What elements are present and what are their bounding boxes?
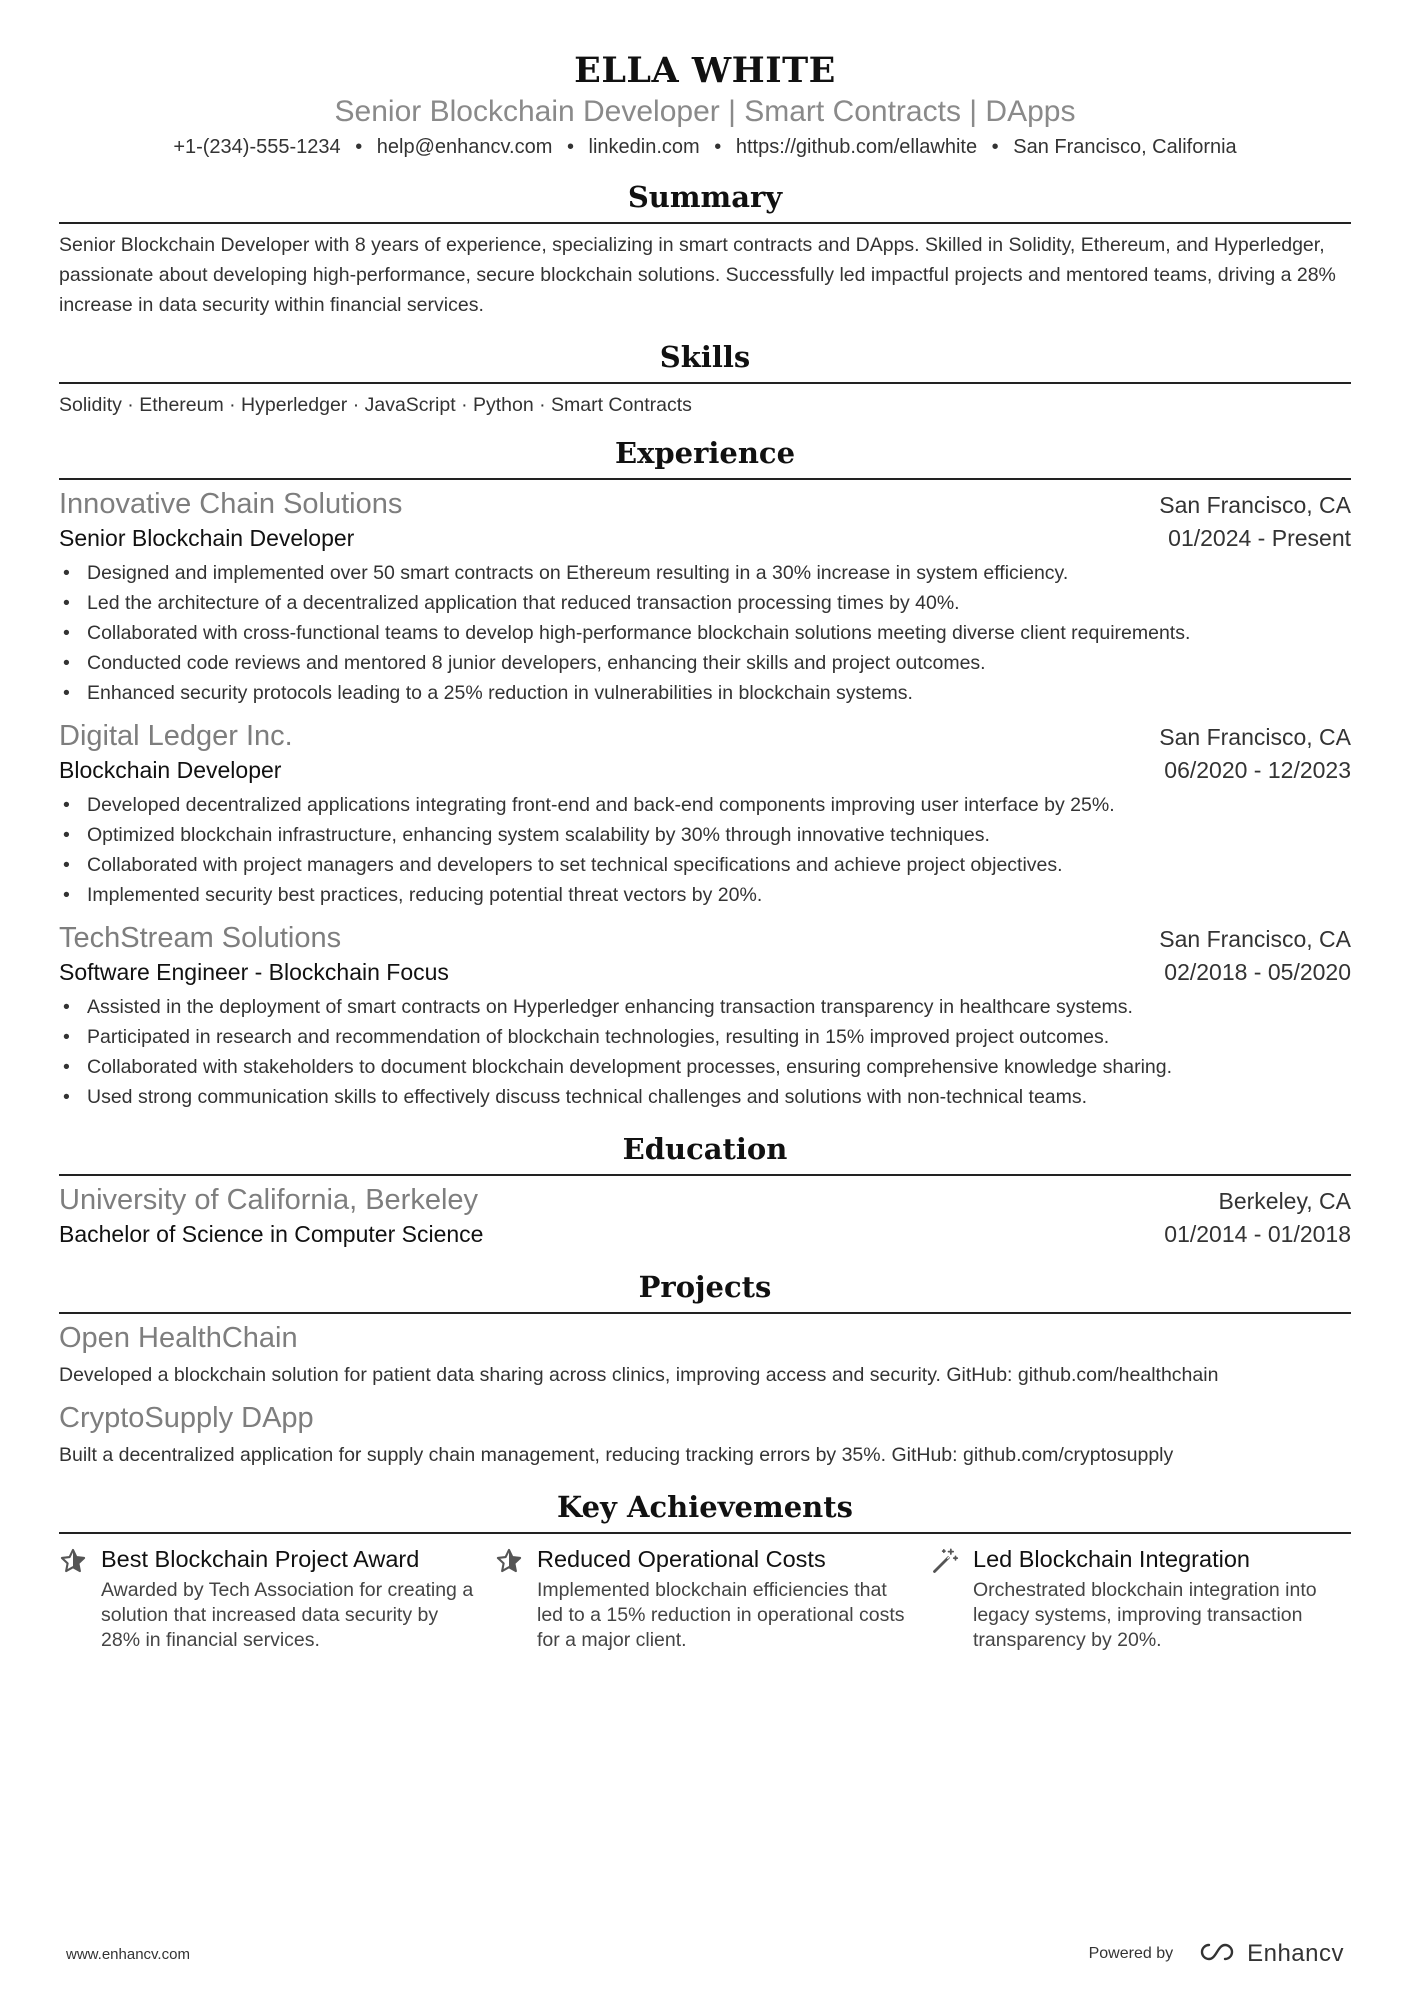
footer-website-link[interactable]: www.enhancv.com	[66, 1945, 190, 1963]
company-name: TechStream Solutions	[59, 922, 342, 954]
experience-entry	[59, 486, 1351, 708]
job-role: Senior Blockchain Developer	[59, 525, 355, 551]
section-divider	[59, 382, 1351, 384]
job-role: Blockchain Developer	[59, 757, 282, 783]
achievement-description: Implemented blockchain efficiencies that led to a 15% reduction in operational costs for a major client.	[537, 1579, 905, 1651]
project-entry	[59, 1400, 1351, 1470]
job-location: San Francisco, CA	[1159, 724, 1351, 750]
section-divider	[59, 1312, 1351, 1314]
project-name: Open HealthChain	[59, 1322, 298, 1354]
achievement-description: Orchestrated blockchain integration into legacy systems, improving transaction transparency by 20%.	[973, 1579, 1317, 1651]
separator: •	[566, 136, 574, 158]
list-item: • Collaborated with stakeholders to document blockchain development processes, ensuring comprehensive knowledge sharing.	[59, 1052, 1351, 1082]
project-entry	[59, 1320, 1351, 1390]
section-title-skills: Skills	[659, 340, 751, 374]
phone: +1-(234)-555-1234	[173, 136, 341, 158]
list-item: • Used strong communication skills to effectively discuss technical challenges and solutions with non-technical teams.	[59, 1082, 1351, 1112]
section-divider	[59, 478, 1351, 480]
experience-entry	[59, 920, 1351, 1112]
resume-header	[59, 0, 1351, 160]
list-item: • Enhanced security protocols leading to a 25% reduction in vulnerabilities in blockchain systems.	[59, 678, 1351, 708]
job-location: San Francisco, CA	[1159, 492, 1351, 518]
candidate-name: ELLA WHITE	[574, 50, 836, 91]
job-dates: 01/2024 - Present	[1168, 525, 1351, 551]
separator: •	[355, 136, 363, 158]
list-item: • Collaborated with cross-functional teams to develop high-performance blockchain solutions meeting diverse client requirements.	[59, 618, 1351, 648]
section-title-achievements: Key Achievements	[557, 1490, 853, 1524]
list-item: • Optimized blockchain infrastructure, enhancing system scalability by 30% through innovative techniques.	[59, 820, 1351, 850]
job-bullets	[59, 790, 1351, 910]
section-title-experience: Experience	[614, 436, 796, 470]
company-name: Innovative Chain Solutions	[59, 488, 403, 520]
achievement-item	[59, 1544, 479, 1653]
section-divider	[59, 1174, 1351, 1176]
list-item: • Designed and implemented over 50 smart contracts on Ethereum resulting in a 30% increase in system efficiency.	[59, 558, 1351, 588]
list-item: • Led the architecture of a decentralized application that reduced transaction processing times by 40%.	[59, 588, 1351, 618]
separator: •	[714, 136, 722, 158]
section-title-summary: Summary	[627, 180, 783, 214]
star-icon	[59, 1544, 101, 1653]
summary-text: Senior Blockchain Developer with 8 years of experience, specializing in smart contracts and DApps. Skilled in Solidity, Ethereum, and Hyperledger, passionate about developing high-performance, secure blockchain solutions. Successfully led impactful projects and mentored teams, driving a 28% increase in data security within financial services.	[59, 234, 1336, 316]
section-title-projects: Projects	[638, 1270, 772, 1304]
powered-by-label: Powered by	[1088, 1945, 1174, 1962]
school-name: University of California, Berkeley	[59, 1184, 479, 1216]
enhancv-logo-icon	[1195, 1941, 1239, 1968]
list-item: • Assisted in the deployment of smart contracts on Hyperledger enhancing transaction transparency in healthcare systems.	[59, 992, 1351, 1022]
page-footer	[66, 1940, 1344, 1968]
list-item: • Conducted code reviews and mentored 8 junior developers, enhancing their skills and project outcomes.	[59, 648, 1351, 678]
job-role: Software Engineer - Blockchain Focus	[59, 959, 449, 985]
section-divider	[59, 1532, 1351, 1534]
experience-entry	[59, 718, 1351, 910]
achievement-title: Led Blockchain Integration	[973, 1546, 1250, 1572]
list-item: • Participated in research and recommendation of blockchain technologies, resulting in 15% improved project outcomes.	[59, 1022, 1351, 1052]
skills-list: Solidity · Ethereum · Hyperledger · JavaScript · Python · Smart Contracts	[59, 394, 692, 416]
achievements-section	[59, 1488, 1351, 1653]
school-location: Berkeley, CA	[1218, 1188, 1351, 1214]
powered-by	[1089, 1940, 1344, 1968]
github-link[interactable]: https://github.com/ellawhite	[735, 136, 978, 158]
job-dates: 02/2018 - 05/2020	[1164, 959, 1351, 985]
list-item: • Collaborated with project managers and developers to set technical specifications and achieve project objectives.	[59, 850, 1351, 880]
degree: Bachelor of Science in Computer Science	[59, 1221, 484, 1247]
skills-section	[59, 338, 1351, 420]
achievement-item	[495, 1544, 915, 1653]
achievement-description: Awarded by Tech Association for creating a solution that increased data security by 28% in financial services.	[101, 1579, 474, 1651]
education-section	[59, 1130, 1351, 1250]
job-bullets	[59, 992, 1351, 1112]
projects-section	[59, 1268, 1351, 1470]
star-icon	[495, 1544, 537, 1653]
job-dates: 06/2020 - 12/2023	[1164, 757, 1351, 783]
job-bullets	[59, 558, 1351, 708]
list-item: • Implemented security best practices, reducing potential threat vectors by 20%.	[59, 880, 1351, 910]
location: San Francisco, California	[1013, 136, 1237, 158]
achievement-title: Best Blockchain Project Award	[101, 1546, 420, 1572]
contact-line	[59, 134, 1351, 160]
separator: •	[991, 136, 999, 158]
magic-wand-icon	[931, 1544, 973, 1653]
company-name: Digital Ledger Inc.	[59, 720, 293, 752]
achievement-title: Reduced Operational Costs	[537, 1546, 826, 1572]
section-divider	[59, 222, 1351, 224]
section-title-education: Education	[622, 1132, 788, 1166]
job-location: San Francisco, CA	[1159, 926, 1351, 952]
summary-section	[59, 178, 1351, 320]
linkedin-link[interactable]: linkedin.com	[588, 136, 700, 158]
brand-name: Enhancv	[1247, 1940, 1344, 1967]
project-name: CryptoSupply DApp	[59, 1402, 314, 1434]
education-dates: 01/2014 - 01/2018	[1164, 1221, 1351, 1247]
list-item: • Developed decentralized applications integrating front-end and back-end components improving user interface by 25%.	[59, 790, 1351, 820]
experience-section	[59, 434, 1351, 1112]
project-description: Built a decentralized application for supply chain management, reducing tracking errors by 35%. GitHub: github.com/cryptosupply	[59, 1444, 1174, 1466]
achievement-item	[931, 1544, 1351, 1653]
email-link[interactable]: help@enhancv.com	[376, 136, 553, 158]
project-description: Developed a blockchain solution for patient data sharing across clinics, improving access and security. GitHub: github.com/healthchain	[59, 1364, 1219, 1386]
candidate-title: Senior Blockchain Developer | Smart Contracts | DApps	[334, 95, 1076, 128]
